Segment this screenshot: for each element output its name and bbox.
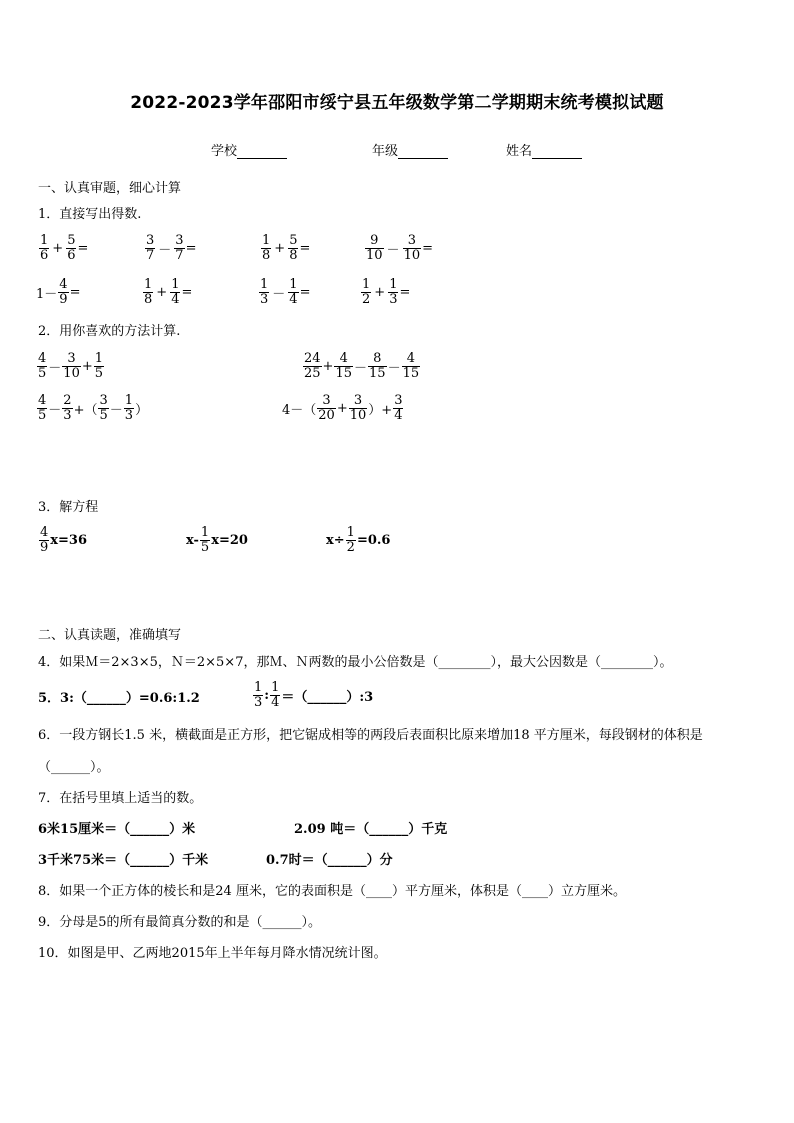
grade-field[interactable] <box>372 140 448 159</box>
q3-eq-3: x÷ $\frac{1}{2}$ =0.6 <box>326 525 391 555</box>
q4-text: 4．如果Ｍ＝2×3×5，Ｎ＝2×5×7，那Ｍ、Ｎ两数的最小公倍数是（________），最大公因数是（________）。 <box>38 655 673 670</box>
school-blank[interactable] <box>237 146 287 159</box>
page-title: 2022-2023学年邵阳市绥宁县五年级数学第二学期期末统考模拟试题 <box>130 93 664 113</box>
fraction: $\frac{1}{2}$ <box>362 277 371 307</box>
q1-expr-8: $\frac{1}{2}$ + $\frac{1}{3}$ = <box>362 277 411 307</box>
fraction: $\frac{1}{3}$ <box>389 277 398 307</box>
name-blank[interactable] <box>532 146 582 159</box>
q1-expr-6: $\frac{1}{8}$ + $\frac{1}{4}$ = <box>144 277 193 307</box>
q1-label: 1．直接写出得数. <box>38 207 142 222</box>
q7-item-c: 3千米75米＝（______）千米 <box>38 853 209 868</box>
q1-expr-2: $\frac{3}{7}$ － $\frac{3}{7}$ = <box>146 233 197 263</box>
q7-item-d: 0.7时＝（______）分 <box>266 853 393 868</box>
name-label: 姓名 <box>506 144 533 159</box>
q2-expr-2: $\frac{24}{25}$ + $\frac{4}{15}$ － $\frac{8}{15}$ － $\frac{4}{15}$ <box>304 351 420 381</box>
fraction: $\frac{5}{8}$ <box>289 233 298 263</box>
fraction: $\frac{4}{9}$ <box>40 525 49 555</box>
q6-text-line2: （______）。 <box>38 760 110 775</box>
q1-expr-4: $\frac{9}{10}$ － $\frac{3}{10}$ = <box>366 233 434 263</box>
q2-expr-4: 4－（ $\frac{3}{20}$ + $\frac{3}{10}$ ）+ $\frac{3}{4}$ <box>282 393 403 423</box>
fraction: $\frac{4}{5}$ <box>38 351 47 381</box>
fraction: $\frac{3}{10}$ <box>403 233 421 263</box>
q5-part-b: $\frac{1}{3}$ : $\frac{1}{4}$ ＝（______）:3 <box>254 680 374 710</box>
q1-expr-3: $\frac{1}{8}$ + $\frac{5}{8}$ = <box>262 233 311 263</box>
q1-expr-5: 1－ $\frac{4}{9}$ = <box>36 277 81 307</box>
fraction: $\frac{1}{4}$ <box>271 680 280 710</box>
q2-label: 2．用你喜欢的方法计算. <box>38 324 181 339</box>
school-label: 学校 <box>211 144 238 159</box>
q2-expr-1: $\frac{4}{5}$ － $\frac{3}{10}$ + $\frac{1}{5}$ <box>38 351 104 381</box>
fraction: $\frac{1}{3}$ <box>254 680 263 710</box>
fraction: $\frac{1}{6}$ <box>40 233 49 263</box>
fraction: $\frac{2}{3}$ <box>63 393 72 423</box>
q1-expr-1: $\frac{1}{6}$ + $\frac{5}{6}$ = <box>40 233 89 263</box>
fraction: $\frac{3}{10}$ <box>63 351 80 381</box>
q7-item-b: 2.09 吨＝（______）千克 <box>294 822 448 837</box>
fraction: $\frac{3}{7}$ <box>146 233 155 263</box>
q3-eq-2: x- $\frac{1}{5}$ x=20 <box>186 525 248 555</box>
fraction: $\frac{5}{6}$ <box>67 233 76 263</box>
fraction: $\frac{9}{10}$ <box>366 233 383 263</box>
q3-eq-1: $\frac{4}{9}$ x=36 <box>40 525 88 555</box>
name-field[interactable] <box>506 140 582 159</box>
grade-blank[interactable] <box>398 146 448 159</box>
fraction: $\frac{3}{20}$ <box>318 393 335 423</box>
fraction: $\frac{3}{10}$ <box>349 393 367 423</box>
fraction: $\frac{4}{15}$ <box>335 351 352 381</box>
fraction: $\frac{3}{4}$ <box>394 393 403 423</box>
fraction: $\frac{3}{5}$ <box>99 393 108 423</box>
fraction: $\frac{1}{4}$ <box>289 277 298 307</box>
fraction: $\frac{1}{8}$ <box>262 233 271 263</box>
q1-expr-7: $\frac{1}{3}$ － $\frac{1}{4}$ = <box>260 277 311 307</box>
section2-heading: 二、认真读题，准确填写 <box>38 628 182 643</box>
fraction: $\frac{1}{5}$ <box>94 351 104 381</box>
fraction: $\frac{4}{9}$ <box>59 277 68 307</box>
grade-label: 年级 <box>372 144 399 159</box>
q6-text-line1: 6．一段方钢长1.5 米，横截面是正方形，把它锯成相等的两段后表面积比原来增加18 平方厘米，每段钢材的体积是 <box>38 728 703 743</box>
fraction: $\frac{1}{2}$ <box>346 525 355 555</box>
q7-item-a: 6米15厘米＝（______）米 <box>38 822 196 837</box>
fraction: $\frac{1}{3}$ <box>124 393 134 423</box>
section1-heading: 一、认真审题，细心计算 <box>38 181 182 196</box>
q10-text: 10．如图是甲、乙两地2015年上半年每月降水情况统计图。 <box>38 946 387 961</box>
fraction: $\frac{4}{15}$ <box>402 351 420 381</box>
fraction: $\frac{3}{7}$ <box>175 233 184 263</box>
q7-label: 7．在括号里填上适当的数。 <box>38 791 203 806</box>
q2-expr-3: $\frac{4}{5}$ － $\frac{2}{3}$ +（ $\frac{3}{5}$ － $\frac{1}{3}$ ） <box>38 393 149 423</box>
fraction: $\frac{1}{3}$ <box>260 277 269 307</box>
fraction: $\frac{1}{4}$ <box>171 277 180 307</box>
school-field[interactable] <box>211 140 287 159</box>
q9-text: 9．分母是5的所有最简真分数的和是（______）。 <box>38 915 322 930</box>
q5-part-a: 5．3:（______）=0.6:1.2 <box>38 691 200 706</box>
q8-text: 8．如果一个正方体的棱长和是24 厘米，它的表面积是（____）平方厘米，体积是（____）立方厘米。 <box>38 884 626 899</box>
fraction: $\frac{24}{25}$ <box>304 351 321 381</box>
fraction: $\frac{4}{5}$ <box>38 393 47 423</box>
fraction: $\frac{1}{5}$ <box>200 525 210 555</box>
fraction: $\frac{8}{15}$ <box>369 351 386 381</box>
fraction: $\frac{1}{8}$ <box>144 277 153 307</box>
q3-label: 3．解方程 <box>38 500 99 515</box>
